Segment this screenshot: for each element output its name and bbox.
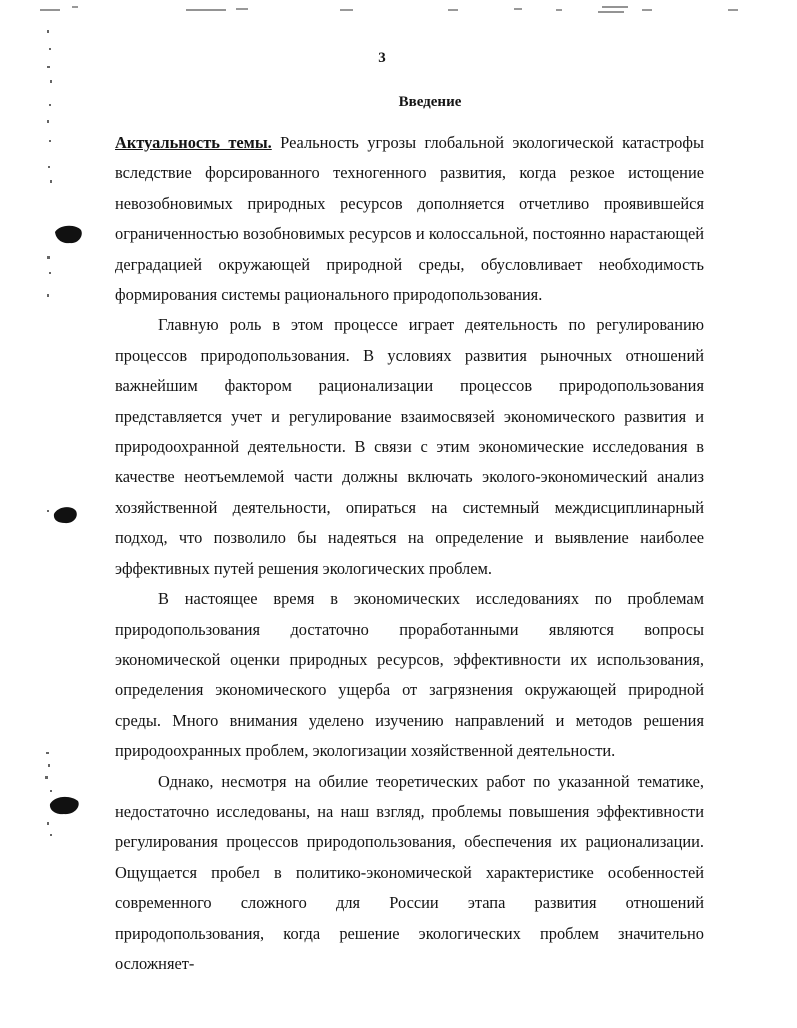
body-text bbox=[115, 128, 704, 979]
paragraph-relevance bbox=[115, 128, 704, 310]
paragraph-text: Реальность угрозы глобальной экологической катастрофы вследствие форсированного техногенного развития, когда резкое истощение невозобновимых природных ресурсов дополняется отчетливо проявившейся ограниченностью возобновимых ресурсов и колоссальной, постоянно нарастающей деградацией окружающей природной среды, обусловливает необходимость формирования системы рационального природопользования. bbox=[115, 133, 704, 305]
section-title: Введение bbox=[398, 94, 462, 110]
top-edge-dashes bbox=[40, 7, 738, 12]
binding-hole-marks bbox=[50, 226, 82, 814]
paragraph: Однако, несмотря на обилие теоретических работ по указанной тематике, недостаточно исследованы, на наш взгляд, проблемы повышения эффективности регулирования процессов природопользования, обеспечения их рационализации. Ощущается пробел в политико-экономической характеристике особенностей современного сложного для России этапа развития отношений природопользования, когда решение экологических проблем значительно осложняет- bbox=[115, 771, 704, 973]
paragraph: В настоящее время в экономических исследованиях по проблемам природопользования достаточно проработанными являются вопросы экономической оценки природных ресурсов, эффективности их использования, определения экономического ущерба от загрязнения окружающей природной среды. Много внимания уделено изучению направлений и методов решения природоохранных проблем, экологизации хозяйственной деятельности. bbox=[115, 589, 704, 761]
paragraph: Главную роль в этом процессе играет деятельность по регулированию процессов природопользования. В условиях развития рыночных отношений важнейшим фактором рационализации процессов природопользования представляется учет и регулирование взаимосвязей экономического развития и природоохранной деятельности. В связи с этим экономические исследования в качестве неотъемлемой части должны включать эколого-экономический анализ хозяйственной деятельности, опираться на системный междисциплинарный подход, что позволило бы надеяться на определение и выявление наиболее эффективных путей решения экологических проблем. bbox=[115, 315, 704, 578]
left-margin-specks bbox=[45, 30, 52, 836]
relevance-heading: Актуальность темы. bbox=[115, 133, 272, 152]
page-number: 3 bbox=[378, 50, 386, 66]
